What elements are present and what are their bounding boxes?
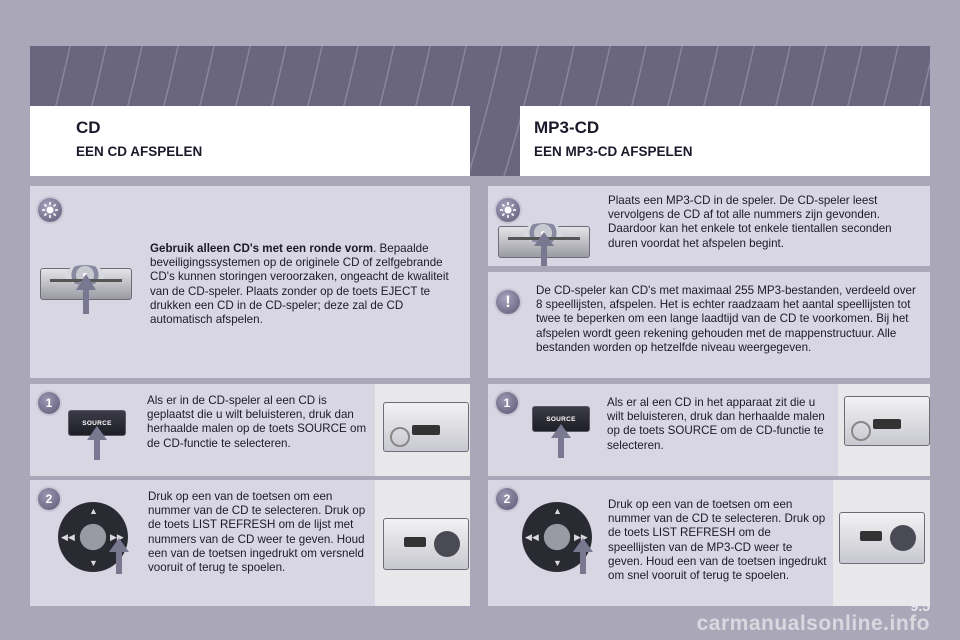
radio-panel-image <box>833 480 930 606</box>
right-warning-text: De CD-speler kan CD's met maximaal 255 MP3-bestanden, verdeeld over 8 speellijsten, afspelen. Het is echter raadzaam het aantal speellijsten tot twee te beperken om een lange laadtijd van de CD te voorkomen. Bij het afspelen wordt geen rekening gehouden met de mappenstructuur. Alle bestanden worden op hetzelfde niveau weergegeven. <box>536 284 916 354</box>
left-title-box <box>30 106 470 176</box>
navigation-pad-image: ▲ ▼ ◀◀ ▶▶ <box>522 502 592 572</box>
sun-icon <box>38 198 62 222</box>
left-info-panel <box>30 186 470 378</box>
left-step1-panel <box>30 384 470 476</box>
left-subtitle: EEN CD AFSPELEN <box>76 144 203 159</box>
radio-panel-image <box>375 384 470 476</box>
left-title: CD <box>76 118 101 137</box>
right-step1-panel <box>488 384 930 476</box>
step-2-badge: 2 <box>496 488 518 510</box>
right-info-panel <box>488 186 930 266</box>
step-1-badge: 1 <box>496 392 518 414</box>
left-step1-text: Als er in de CD-speler al een CD is geplaatst die u wilt beluisteren, druk dan herhaalde malen op de toets SOURCE om de CD-functie te selecteren. <box>147 394 367 450</box>
watermark: carmanualsonline.info <box>696 612 930 635</box>
arrow-up-icon <box>532 232 556 266</box>
banner-line <box>468 46 502 176</box>
arrow-up-icon <box>74 274 98 314</box>
radio-panel-image <box>375 480 470 606</box>
left-info-text <box>150 242 465 327</box>
sun-icon <box>496 198 520 222</box>
arrow-up-icon <box>86 426 108 460</box>
right-info-text: Plaats een MP3-CD in de speler. De CD-speler leest vervolgens de CD af tot alle nummers zijn gevonden. Daardoor kan het enkele tot enkele tientallen seconden duren voordat het afspelen begint. <box>608 194 892 250</box>
right-warning-panel <box>488 272 930 378</box>
page-number: 9.5 <box>910 598 930 614</box>
step-2-badge: 2 <box>38 488 60 510</box>
left-info-bold: Gebruik alleen CD's met een ronde vorm <box>150 242 374 255</box>
right-step1-text: Als er al een CD in het apparaat zit die u wilt beluisteren, druk dan herhaalde malen op de toets SOURCE om de CD-functie te selecteren. <box>607 396 825 452</box>
arrow-up-icon <box>108 538 130 574</box>
arrow-up-icon <box>550 424 572 458</box>
right-subtitle: EEN MP3-CD AFSPELEN <box>534 144 693 159</box>
right-title: MP3-CD <box>534 118 600 137</box>
right-step2-panel <box>488 480 930 606</box>
right-step2-text: Druk op een van de toetsen om een nummer van de CD te selecteren. Druk op de toets LIST REFRESH om de speellijsten van de MP3-CD weer te geven. Houd een van de toetsen ingedrukt om snel vooruit of terug te spoelen. <box>608 498 827 583</box>
radio-panel-image <box>838 384 930 476</box>
left-info-body: . Bepaalde beveiligingssystemen op de originele CD of zelfgebrande CD's kunnen storingen veroorzaken, ongeacht de kwaliteit van de CD-speler. Plaats zonder op de toets EJECT te drukken een CD in de CD-speler; deze zal de CD automatisch afspelen. <box>150 242 449 327</box>
source-button: SOURCE <box>532 406 590 432</box>
source-button: SOURCE <box>68 410 126 436</box>
right-title-box <box>520 106 930 176</box>
left-step2-text: Druk op een van de toetsen om een nummer van de CD te selecteren. Druk op de toets LIST REFRESH om de lijst met nummers van de CD weer te geven. Houd een van de toetsen ingedrukt om versneld vooruit of terug te spoelen. <box>148 490 366 575</box>
arrow-up-icon <box>572 538 594 574</box>
warning-icon: ! <box>496 290 520 314</box>
navigation-pad-image: ▲ ▼ ◀◀ ▶▶ <box>58 502 128 572</box>
step-1-badge: 1 <box>38 392 60 414</box>
left-step2-panel <box>30 480 470 606</box>
